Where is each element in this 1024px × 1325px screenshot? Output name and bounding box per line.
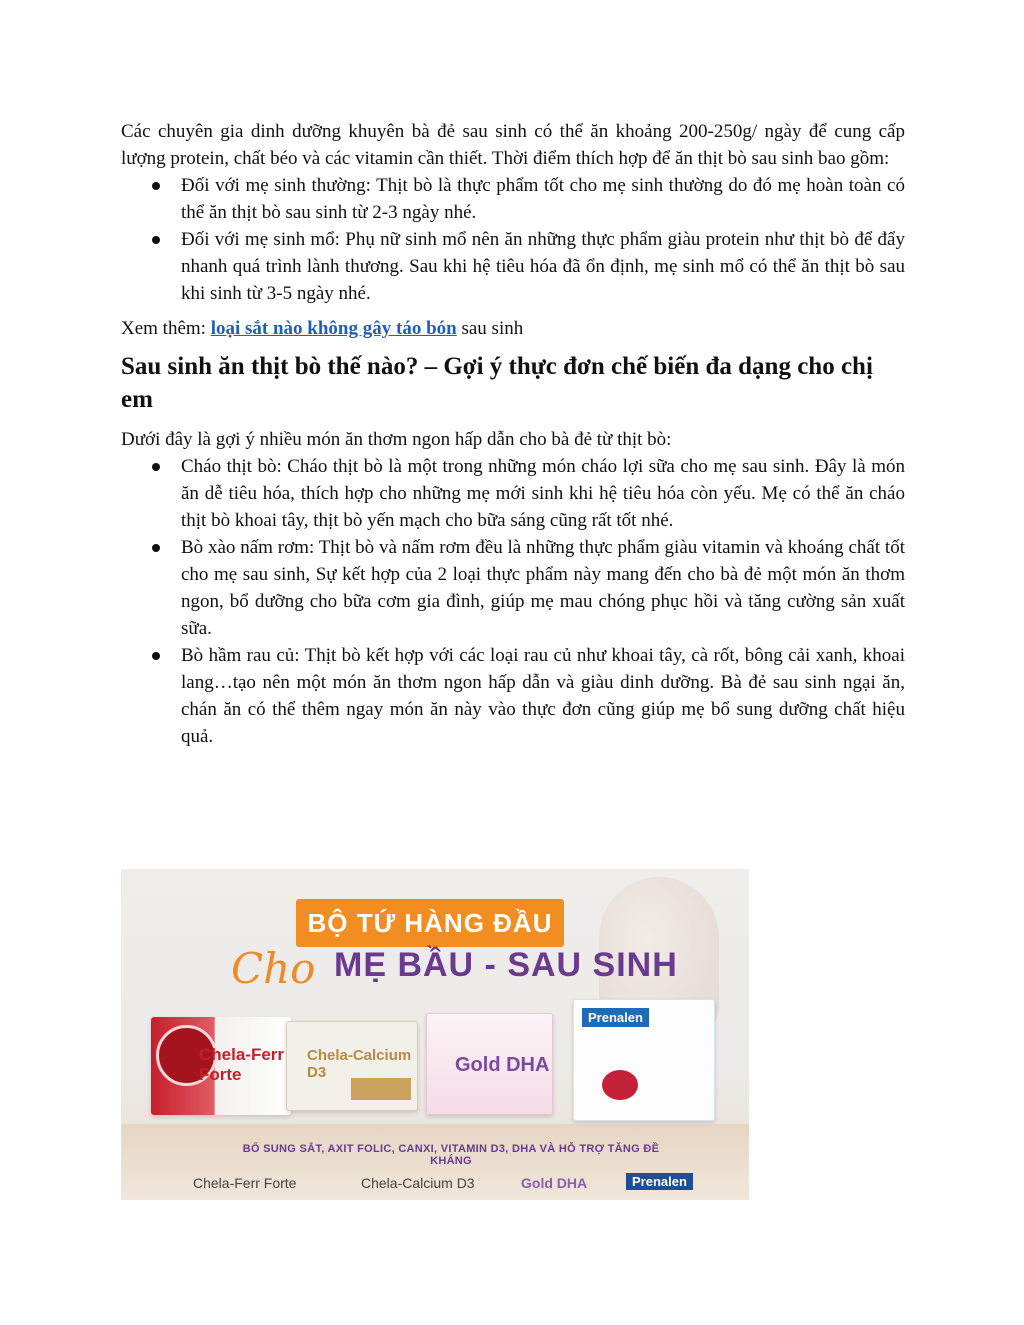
recipe-list <box>121 453 905 750</box>
brand-logos <box>121 1169 749 1199</box>
bullet-icon <box>152 463 160 471</box>
banner-cho: Cho <box>231 944 316 993</box>
paragraph-intro: Các chuyên gia dinh dưỡng khuyên bà đẻ sau sinh có thể ăn khoảng 200-250g/ ngày để cung cấp lượng protein, chất béo và các vitamin cần thiết. Thời điểm thích hợp để ăn thịt bò sau sinh bao gồm: <box>121 121 905 169</box>
list-item-text: Cháo thịt bò: Cháo thịt bò là một trong những món cháo lợi sữa cho mẹ sau sinh. Đây là món ăn dễ tiêu hóa, thích hợp cho những mẹ mới sinh khi hệ tiêu hóa còn yếu. Mẹ có thể ăn cháo thịt bò khoai tây, thịt bò yến mạch cho bữa sáng cũng rất tốt nhé. <box>181 456 905 531</box>
product-graphic <box>351 1078 411 1100</box>
article <box>121 118 905 750</box>
brand-logo: Prenalen <box>626 1173 693 1190</box>
see-also-suffix: sau sinh <box>456 318 524 339</box>
brand-logo: Chela-Ferr Forte <box>193 1175 297 1191</box>
list-item-text: Bò xào nấm rơm: Thịt bò và nấm rơm đều là những thực phẩm giàu vitamin và khoáng chất tốt cho mẹ sau sinh, Sự kết hợp của 2 loại thực phẩm này mang đến cho bà đẻ một món ăn thơm ngon, bổ dưỡng cho bữa cơm gia đình, giúp mẹ mau chóng phục hồi và tăng cường sản xuất sữa. <box>181 537 905 639</box>
product-box-chela-calcium <box>286 1021 418 1111</box>
list-item <box>121 642 905 750</box>
product-box-chela-ferr <box>151 1017 291 1115</box>
see-also-prefix: Xem thêm: <box>121 318 211 339</box>
bullet-icon <box>152 652 160 660</box>
bullet-icon <box>152 236 160 244</box>
brand-logo: Gold DHA <box>521 1175 588 1191</box>
see-also <box>121 315 905 342</box>
bullet-icon <box>152 182 160 190</box>
berry-graphic <box>602 1070 638 1100</box>
banner-title: MẸ BẦU - SAU SINH <box>334 946 678 984</box>
see-also-link[interactable]: loại sắt nào không gây táo bón <box>210 318 457 339</box>
banner-tagline: BỔ SUNG SẮT, AXIT FOLIC, CANXI, VITAMIN D3, DHA VÀ HỖ TRỢ TĂNG ĐỀ KHÁNG <box>242 1143 660 1167</box>
product-box-gold-dha <box>426 1013 553 1115</box>
list-item-text: Bò hầm rau củ: Thịt bò kết hợp với các loại rau củ như khoai tây, cà rốt, bông cải xanh, khoai lang…tạo nên một món ăn thơm ngon hấp dẫn và giàu dinh dưỡng. Bà đẻ sau sinh ngại ăn, chán ăn có thể thêm ngay món ăn này vào thực đơn cũng giúp mẹ bổ sung dưỡng chất hiệu quả. <box>181 645 905 747</box>
product-name: Prenalen <box>582 1008 649 1027</box>
list-item-text: Đối với mẹ sinh thường: Thịt bò là thực phẩm tốt cho mẹ sinh thường do đó mẹ hoàn toàn có thể ăn thịt bò sau sinh từ 2-3 ngày nhé. <box>181 175 905 223</box>
timing-list <box>121 172 905 307</box>
section-heading: Sau sinh ăn thịt bò thế nào? – Gợi ý thực đơn chế biến đa dạng cho chị em <box>121 353 873 413</box>
list-item <box>121 172 905 226</box>
banner-top-label: BỘ TỨ HÀNG ĐẦU <box>296 899 564 947</box>
list-item <box>121 453 905 534</box>
brand-logo: Chela-Calcium D3 <box>361 1175 475 1191</box>
list-item-text: Đối với mẹ sinh mổ: Phụ nữ sinh mổ nên ăn những thực phẩm giàu protein như thịt bò để đẩy nhanh quá trình lành thương. Sau khi hệ tiêu hóa đã ổn định, mẹ sinh mổ có thể ăn thịt bò sau khi sinh từ 3-5 ngày nhé. <box>181 229 905 304</box>
list-item <box>121 534 905 642</box>
product-name: Chela-Ferr Forte <box>199 1045 285 1084</box>
product-name: Gold DHA <box>455 1054 550 1076</box>
product-name: Chela-Calcium D3 <box>307 1047 412 1081</box>
bullet-icon <box>152 544 160 552</box>
list-item <box>121 226 905 307</box>
product-box-prenalen <box>573 999 715 1121</box>
section-intro: Dưới đây là gợi ý nhiều món ăn thơm ngon hấp dẫn cho bà đẻ từ thịt bò: <box>121 429 672 450</box>
product-banner-image <box>121 869 749 1200</box>
